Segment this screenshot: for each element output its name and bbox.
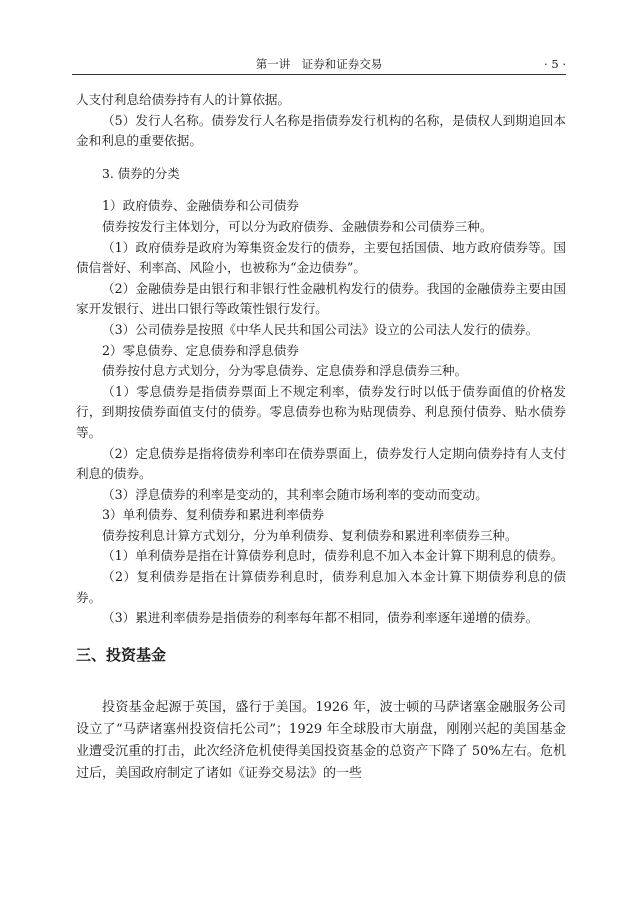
paragraph: 债券按发行主体划分，可以分为政府债券、金融债券和公司债券三种。 — [102, 218, 493, 234]
section-title: 3. 债券的分类 — [102, 165, 180, 181]
paragraph: （3）浮息债券的利率是变动的，其利率会随市场利率的变动而变动。 — [102, 486, 488, 502]
paragraph: 债券按付息方式划分，分为零息债券、定息债券和浮息债券三种。 — [102, 363, 468, 379]
paragraph: （2）定息债券是指将债券利率印在债券票面上，债券发行人定期向债券持有人支付利息的债券。 — [76, 445, 566, 482]
spacer — [76, 184, 566, 196]
spacer — [76, 152, 566, 164]
spacer — [76, 667, 566, 697]
running-head-title: 第一讲 证券和证券交易 — [255, 57, 383, 71]
paragraph: （1）政府债券是政府为筹集资金发行的债券，主要包括国债、地方政府债券等。国债信誉好、利率高、风险小，也被称为“金边债券”。 — [76, 239, 566, 276]
section-heading: 三、投资基金 — [76, 645, 167, 664]
paragraph: （1）单利债券是指在计算债券利息时，债券利息不加入本金计算下期利息的债券。 — [102, 548, 564, 564]
page-body — [76, 90, 566, 785]
paragraph: 债券按利息计算方式划分，分为单利债券、复利债券和累进利率债券三种。 — [102, 527, 518, 543]
paragraph: 投资基金起源于英国，盛行于美国。1926 年，波士顿的马萨诸塞金融服务公司设立了“马萨诸塞州投资信托公司”；1929 年全球股市大崩盘，刚刚兴起的美国基金业遭受沉重的打击，此次经济危机使得美国投资基金的总资产下降了 50%左右。危机过后，美国政府制定了诸如《证券交易法》的一些 — [76, 699, 566, 781]
paragraph: （2）金融债券是由银行和非银行性金融机构发行的债券。我国的金融债券主要由国家开发银行、进出口银行等政策性银行发行。 — [76, 280, 566, 317]
page-number: · 5 · — [544, 57, 566, 71]
paragraph: （1）零息债券是指债券票面上不规定利率，债券发行时以低于债券面值的价格发行，到期按债券面值支付的债券。零息债券也称为贴现债券、利息预付债券、贴水债券等。 — [76, 383, 566, 440]
paragraph: （3）公司债券是按照《中华人民共和国公司法》设立的公司法人发行的债券。 — [102, 321, 539, 337]
paragraph: （2）复利债券是指在计算债券利息时，债券利息加入本金计算下期债券利息的债券。 — [76, 569, 566, 605]
paragraph: （3）累进利率债券是指债券的利率每年都不相同，债券利率逐年递增的债券。 — [102, 610, 539, 626]
subsection-title: 1）政府债券、金融债券和公司债券 — [102, 198, 299, 214]
subsection-title: 2）零息债券、定息债券和浮息债券 — [102, 342, 299, 358]
paragraph: 人支付利息给债券持有人的计算依据。 — [76, 92, 291, 107]
page-header — [72, 56, 566, 72]
subsection-title: 3）单利债券、复利债券和累进利率债券 — [102, 507, 325, 523]
header-rule — [72, 74, 566, 75]
paragraph: （5）发行人名称。债券发行人名称是指债券发行机构的名称，是债权人到期追回本金和利息的重要依据。 — [76, 112, 566, 149]
spacer — [76, 629, 566, 643]
